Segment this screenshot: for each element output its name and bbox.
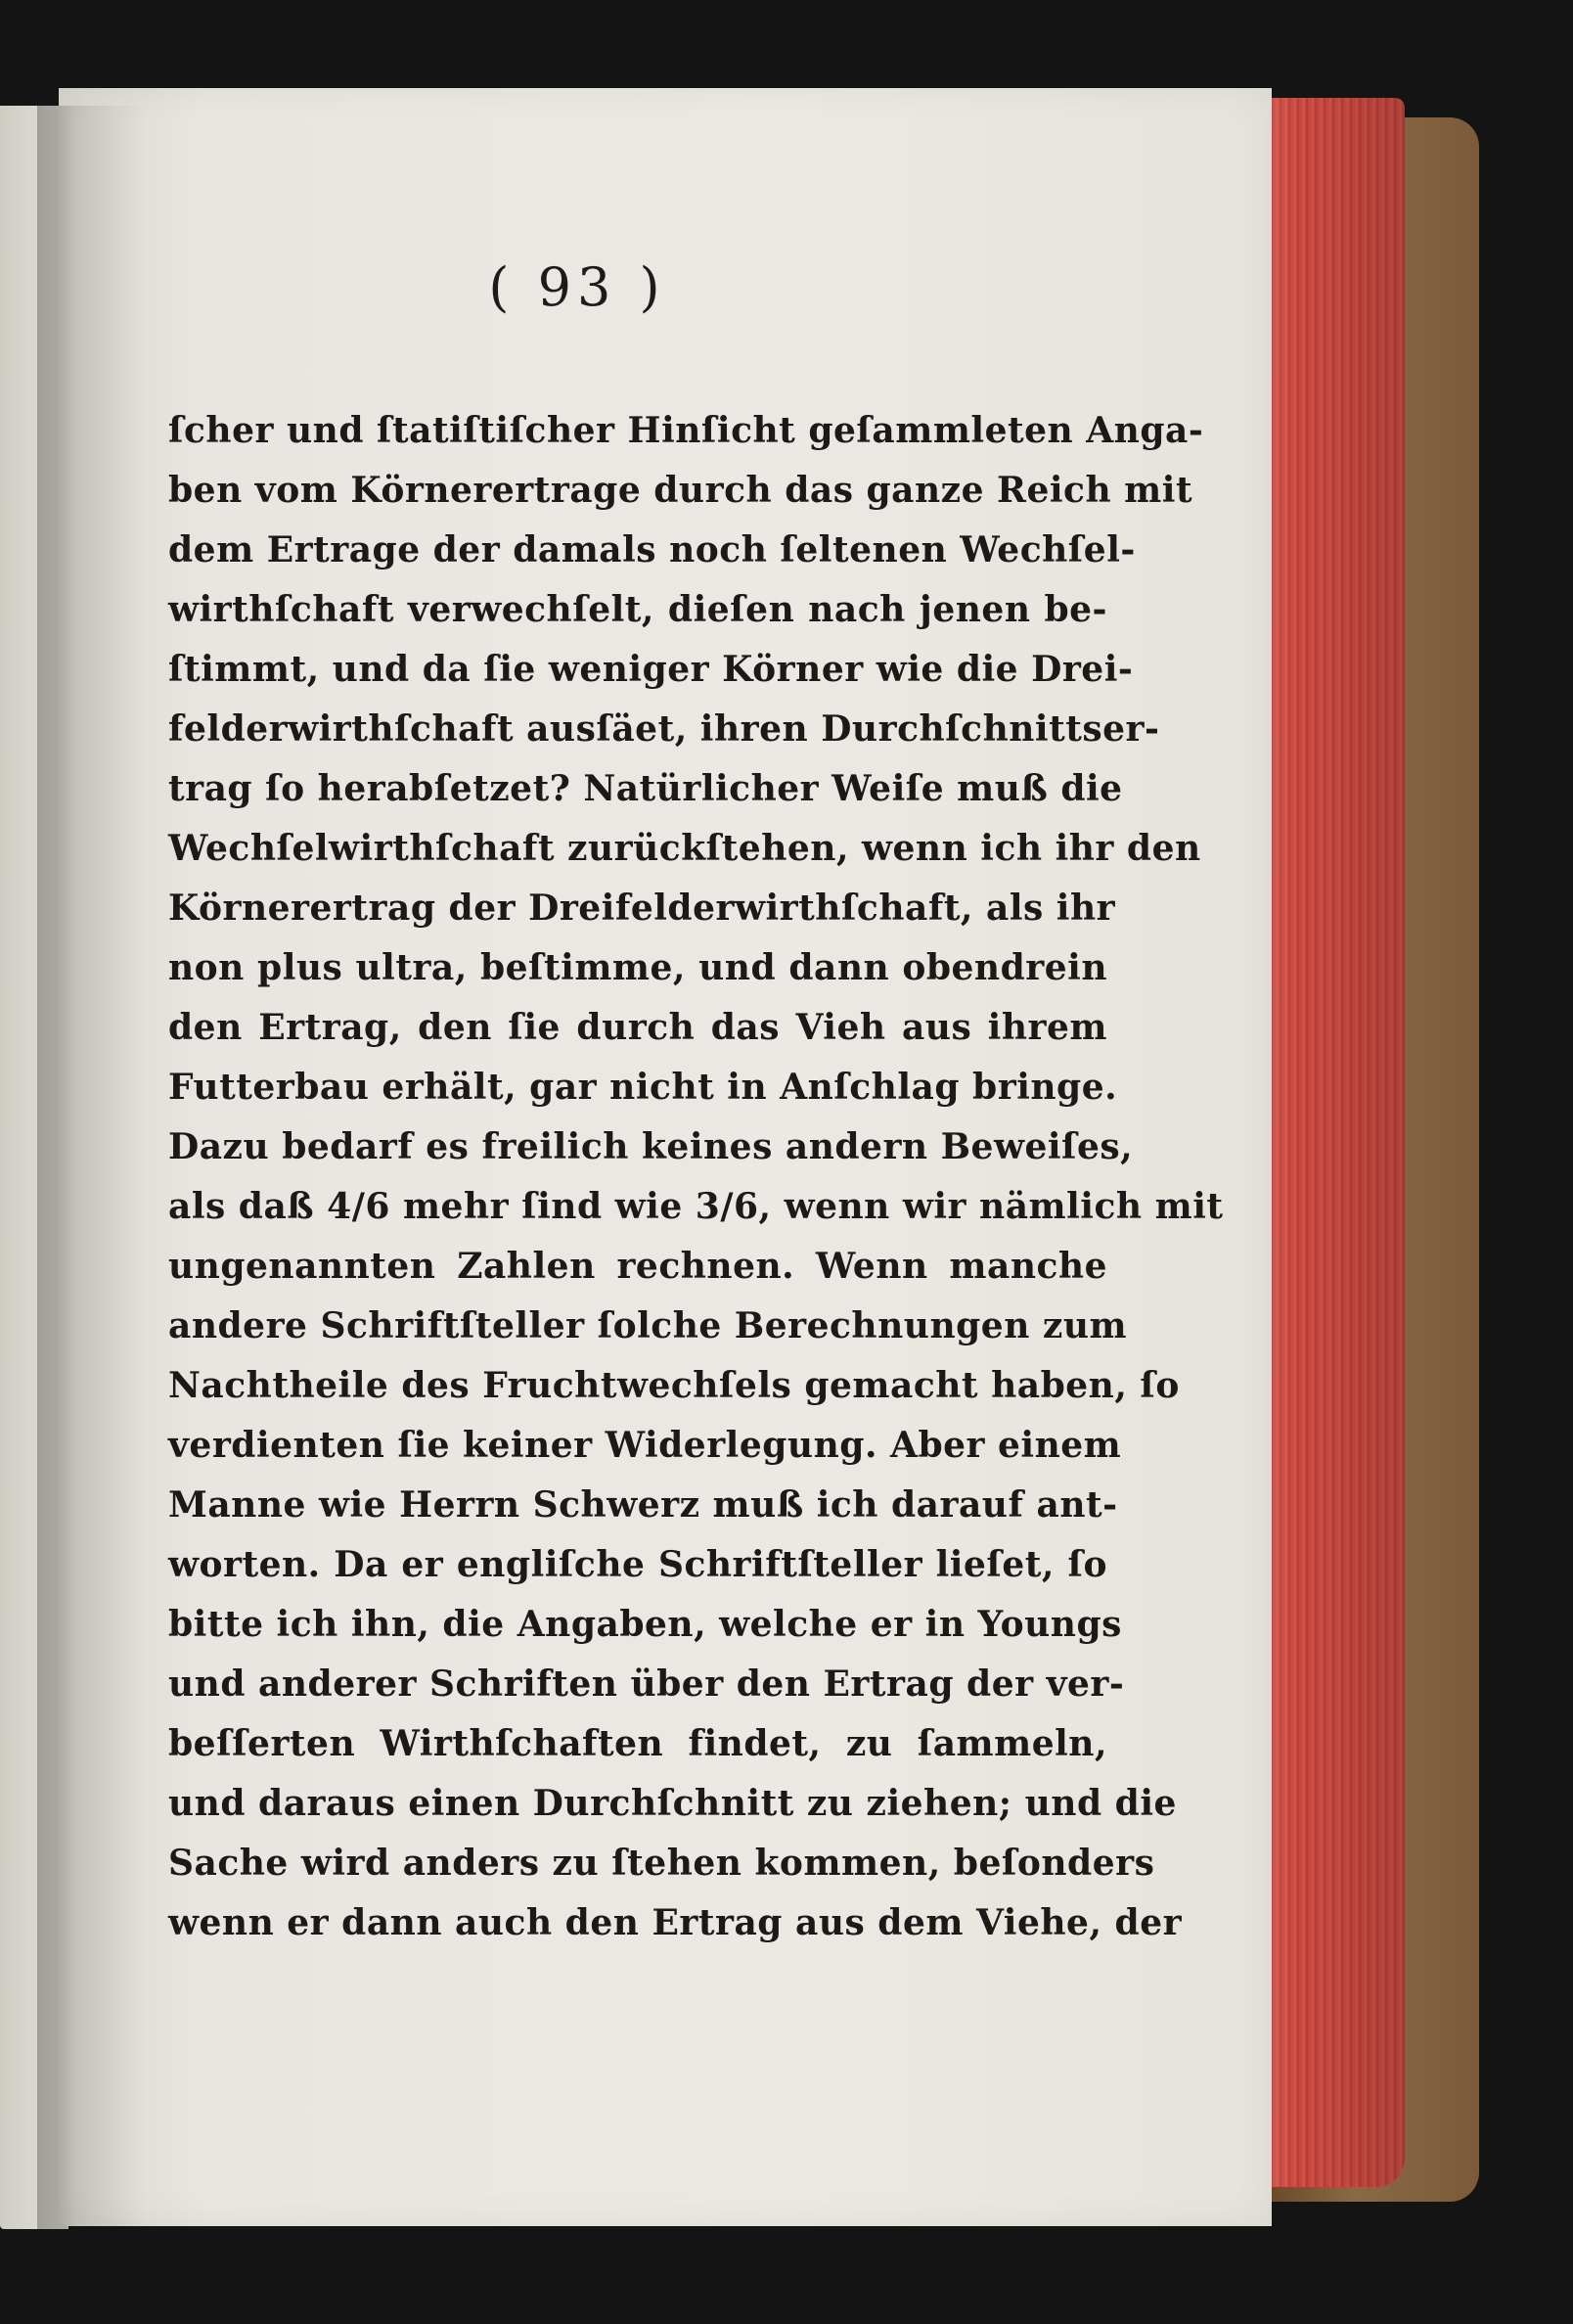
text-line: bitte ich ihn, die Angaben, welche er in Youngs [168, 1604, 1122, 1645]
text-line: wenn er dann auch den Ertrag aus dem Viehe, der [168, 1902, 1183, 1943]
text-line: beſſerten Wirthſchaften findet, zu ſammeln, [168, 1723, 1107, 1764]
body-text [168, 401, 1224, 1953]
text-line: Nachtheile des Fruchtwechſels gemacht haben, ſo [168, 1365, 1180, 1406]
text-line: trag ſo herabſetzet? Natürlicher Weiſe muß die [168, 768, 1123, 809]
text-line: den Ertrag, den ſie durch das Vieh aus ihrem [168, 1007, 1107, 1048]
text-line: Manne wie Herrn Schwerz muß ich darauf ant- [168, 1484, 1118, 1526]
text-line: und anderer Schriften über den Ertrag der ver- [168, 1663, 1125, 1705]
text-line: ungenannten Zahlen rechnen. Wenn manche [168, 1246, 1107, 1287]
text-line: Wechſelwirthſchaft zurückſtehen, wenn ich ihr den [168, 828, 1201, 869]
text-line: Sache wird anders zu ſtehen kommen, beſonders [168, 1843, 1155, 1884]
text-line: ſtimmt, und da ſie weniger Körner wie die Drei- [168, 649, 1134, 690]
book-page [59, 88, 1272, 2226]
text-line: und daraus einen Durchſchnitt zu ziehen; und die [168, 1783, 1177, 1824]
text-line: Körnerertrag der Dreifelderwirthſchaft, als ihr [168, 888, 1116, 929]
text-line: andere Schriftſteller ſolche Berechnungen zum [168, 1305, 1128, 1346]
text-line: dem Ertrage der damals noch ſeltenen Wechſel- [168, 529, 1136, 570]
text-line: Dazu bedarf es freilich keines andern Beweiſes, [168, 1126, 1134, 1167]
page-number: ( 93 ) [488, 256, 666, 318]
text-line: ſcher und ſtatiſtiſcher Hinſicht geſammleten Anga- [168, 410, 1204, 451]
text-line: felderwirthſchaft ausſäet, ihren Durchſchnittser- [168, 708, 1160, 750]
text-line: Futterbau erhält, gar nicht in Anſchlag bringe. [168, 1067, 1118, 1108]
text-line: verdienten ſie keiner Widerlegung. Aber einem [168, 1425, 1122, 1466]
text-line: ben vom Körnerertrage durch das ganze Reich mit [168, 470, 1193, 511]
page-edges [1248, 98, 1405, 2187]
text-line: als daß 4/6 mehr ſind wie 3/6, wenn wir nämlich mit [168, 1186, 1224, 1227]
text-line: wirthſchaft verwechſelt, dieſen nach jenen be- [168, 589, 1107, 630]
text-line: non plus ultra, beſtimme, und dann obendrein [168, 947, 1107, 988]
text-line: worten. Da er engliſche Schriftſteller lieſet, ſo [168, 1544, 1107, 1585]
